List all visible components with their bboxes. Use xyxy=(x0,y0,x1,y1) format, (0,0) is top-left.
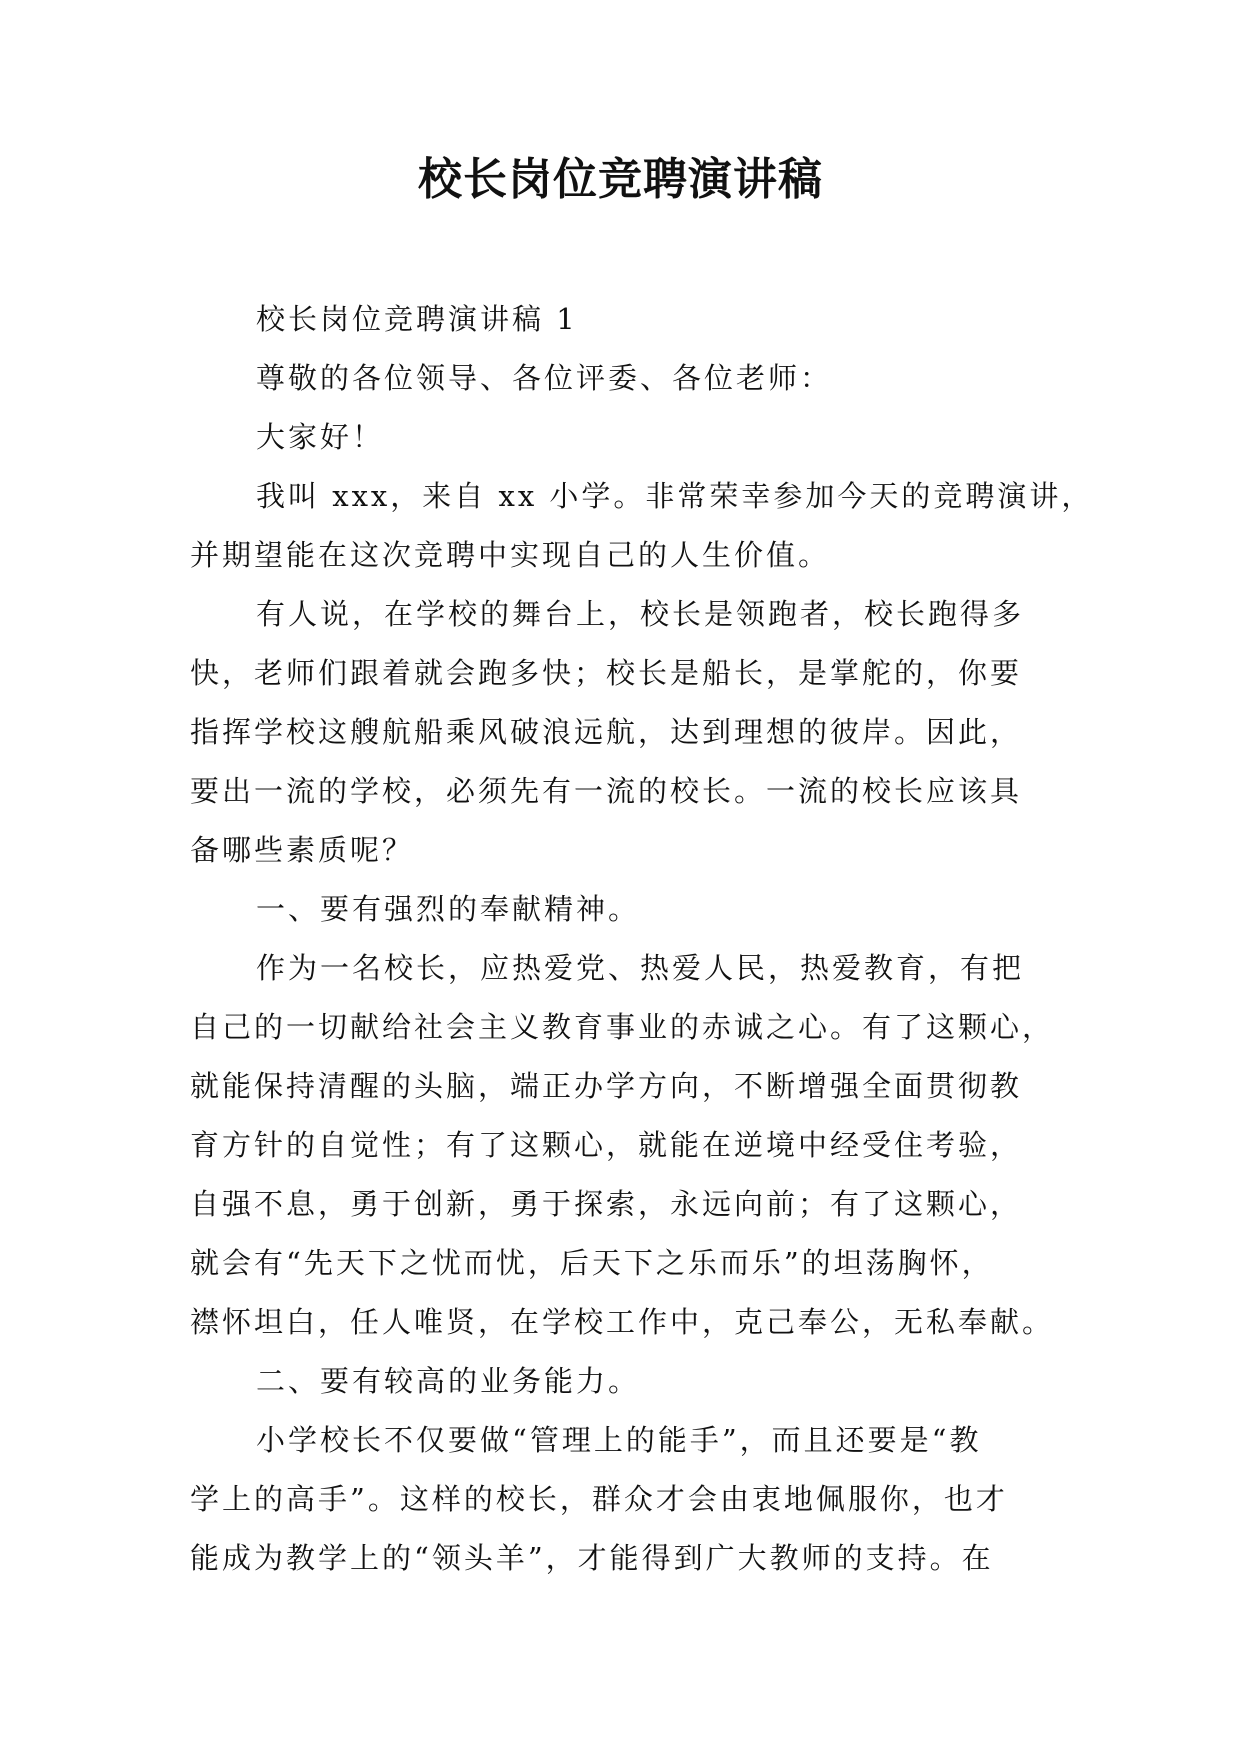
body-text-line: 并期望能在这次竞聘中实现自己的人生价值。 xyxy=(190,538,831,572)
body-text-line: 大家好！ xyxy=(256,420,385,454)
body-text-line: 要出一流的学校，必须先有一流的校长。一流的校长应该具 xyxy=(190,774,1023,808)
body-text-line: 有人说，在学校的舞台上，校长是领跑者，校长跑得多 xyxy=(256,597,1025,631)
body-text-line: 校长岗位竞聘演讲稿 1 xyxy=(256,302,578,336)
body-text-line: 指挥学校这艘航船乘风破浪远航，达到理想的彼岸。因此， xyxy=(190,715,1023,749)
body-text-line: 一、要有强烈的奉献精神。 xyxy=(256,892,641,926)
body-text-line: 就能保持清醒的头脑，端正办学方向，不断增强全面贯彻教 xyxy=(190,1069,1023,1103)
body-text-line: 快，老师们跟着就会跑多快；校长是船长，是掌舵的，你要 xyxy=(190,656,1023,690)
body-text-line: 自强不息，勇于创新，勇于探索，永远向前；有了这颗心， xyxy=(190,1187,1023,1221)
body-text-line: 育方针的自觉性；有了这颗心，就能在逆境中经受住考验， xyxy=(190,1128,1023,1162)
body-text-line: 自己的一切献给社会主义教育事业的赤诚之心。有了这颗心， xyxy=(190,1010,1055,1044)
body-text-line: 襟怀坦白，任人唯贤，在学校工作中，克己奉公，无私奉献。 xyxy=(190,1305,1055,1339)
body-text-line: 二、要有较高的业务能力。 xyxy=(256,1364,641,1398)
body-text-line: 我叫 xxx，来自 xx 小学。非常荣幸参加今天的竞聘演讲， xyxy=(256,479,1094,513)
body-text-line: 就会有“先天下之忧而忧，后天下之乐而乐”的坦荡胸怀， xyxy=(190,1246,994,1280)
body-text-line: 备哪些素质呢？ xyxy=(190,833,415,867)
body-text-line: 尊敬的各位领导、各位评委、各位老师： xyxy=(256,361,833,395)
body-text-line: 学上的高手”。这样的校长，群众才会由衷地佩服你，也才 xyxy=(190,1482,1008,1516)
body-text-line: 作为一名校长，应热爱党、热爱人民，热爱教育，有把 xyxy=(256,951,1025,985)
document-body xyxy=(190,290,1094,1588)
document-title: 校长岗位竞聘演讲稿 xyxy=(418,154,823,205)
body-text-line: 小学校长不仅要做“管理上的能手”，而且还要是“教 xyxy=(256,1423,982,1457)
body-text-line: 能成为教学上的“领头羊”，才能得到广大教师的支持。在 xyxy=(190,1541,994,1575)
